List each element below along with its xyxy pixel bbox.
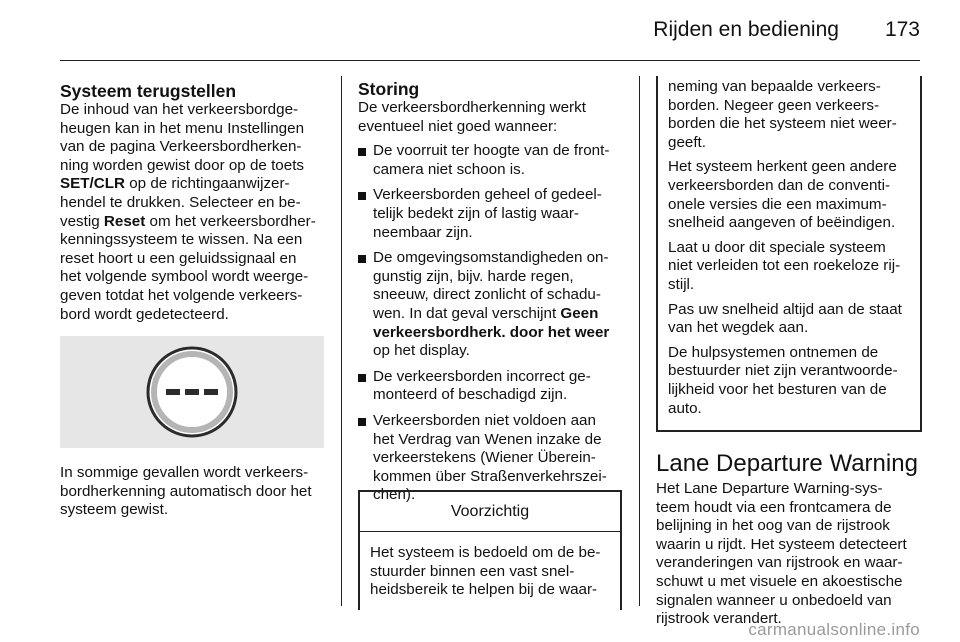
column-3 xyxy=(656,80,922,629)
key-label: SET/CLR xyxy=(60,175,125,193)
bullet-icon xyxy=(358,148,366,156)
caution-paragraph: De hulpsystemen ontnemen de bestuurder niet zijn verantwoorde- lijkheid voor het besturen van de auto. xyxy=(668,343,898,417)
list-item xyxy=(358,142,624,179)
caution-paragraph: Het systeem herkent geen andere verkeersborden dan de conventi- onele versies die een maximum- snelheid aangeven of beëindigen. xyxy=(668,158,897,232)
caution-paragraph: neming van bepaalde verkeers- borden. Negeer geen verkeers- borden die het systeem niet weer- geeft. xyxy=(668,78,897,151)
header-rule xyxy=(60,60,920,61)
list-item-text: op het display. xyxy=(373,342,470,360)
column-divider xyxy=(639,76,640,606)
column-divider xyxy=(341,76,342,606)
no-sign-detected-icon xyxy=(137,344,247,440)
paragraph: De verkeersbordherkenning werkt eventueel niet goed wanneer: xyxy=(358,99,586,135)
list-item-text: De voorruit ter hoogte van de front- camera niet schoon is. xyxy=(373,142,610,178)
bullet-list xyxy=(358,142,624,505)
caution-box xyxy=(358,490,622,610)
display-message: Geen verkeersbordherk. door het weer xyxy=(373,304,610,341)
text-run: De inhoud van het verkeersbordge- heugen kan in het menu Instellingen van de pagina Verkeersbordherken- ning worden gewist door op de toets xyxy=(60,101,305,174)
watermark: carmanualsonline.info xyxy=(748,620,920,639)
caution-text: Het systeem is bedoeld om de be- stuurder binnen een vast snel- heidsbereik te helpen bij de waar- xyxy=(370,544,601,599)
menu-label: Reset xyxy=(103,212,146,230)
column-1 xyxy=(60,82,326,520)
text-run: op de richtingaanwijzer- hendel te drukken. Selecteer en be- vestig xyxy=(60,175,301,230)
paragraph xyxy=(60,101,326,324)
list-item-text: De verkeersborden incorrect ge- monteerd of beschadigd zijn. xyxy=(373,367,591,404)
list-item xyxy=(358,368,624,405)
caution-paragraph: Laat u door dit speciale systeem niet verleiden tot een roekeloze rij- stijl. xyxy=(668,238,901,293)
section-heading: Storing xyxy=(358,79,420,99)
list-item-text: De omgevingsomstandigheden on- gunstig zijn, bijv. harde regen, sneeuw, direct zonlicht of schadu- wen. In dat geval verschijnt xyxy=(373,249,609,322)
caution-title: Voorzichtig xyxy=(360,492,620,532)
paragraph: In sommige gevallen wordt verkeers- bordherkenning automatisch door het systeem gewist. xyxy=(60,464,312,519)
text-run: om het verkeersbordher- kenningssysteem te wissen. Na een reset hoort u een geluidssignaal en het volgende symbool wordt weerge- geven totdat het volgende verkeers- bord wordt gedetecteerd. xyxy=(60,212,316,323)
bullet-icon xyxy=(358,192,366,200)
section-heading: Systeem terugstellen xyxy=(60,81,237,101)
page-header xyxy=(653,18,920,42)
page-number: 173 xyxy=(884,18,920,41)
caution-box-continued xyxy=(656,76,922,432)
bullet-icon xyxy=(358,374,366,382)
column-2 xyxy=(358,80,624,512)
caution-paragraph: Pas uw snelheid altijd aan de staat van het wegdek aan. xyxy=(668,300,902,337)
bullet-icon xyxy=(358,255,366,263)
bullet-icon xyxy=(358,418,366,426)
paragraph: Het Lane Departure Warning-sys- teem houdt via een frontcamera de belijning in het oog van de rijstrook waarin u rijdt. Het systeem detecteert veranderingen van rijstrook en waar- schuwt u met visuele en akoestische signalen wanneer u onbedoeld van rijstrook verandert. xyxy=(656,480,907,628)
section-title: Rijden en bediening xyxy=(653,18,839,41)
list-item xyxy=(358,249,624,361)
reset-symbol-figure xyxy=(60,336,324,448)
list-item-text: Verkeersborden niet voldoen aan het Verdrag van Wenen inzake de verkeerstekens (Wiener Überein- kommen über Straßenverkehrszei- chen). xyxy=(373,411,607,504)
chapter-heading: Lane Departure Warning xyxy=(656,450,918,478)
list-item-text: Verkeersborden geheel of gedeel- telijk bedekt zijn of lastig waar- neembaar zijn. xyxy=(373,186,602,241)
list-item xyxy=(358,186,624,242)
